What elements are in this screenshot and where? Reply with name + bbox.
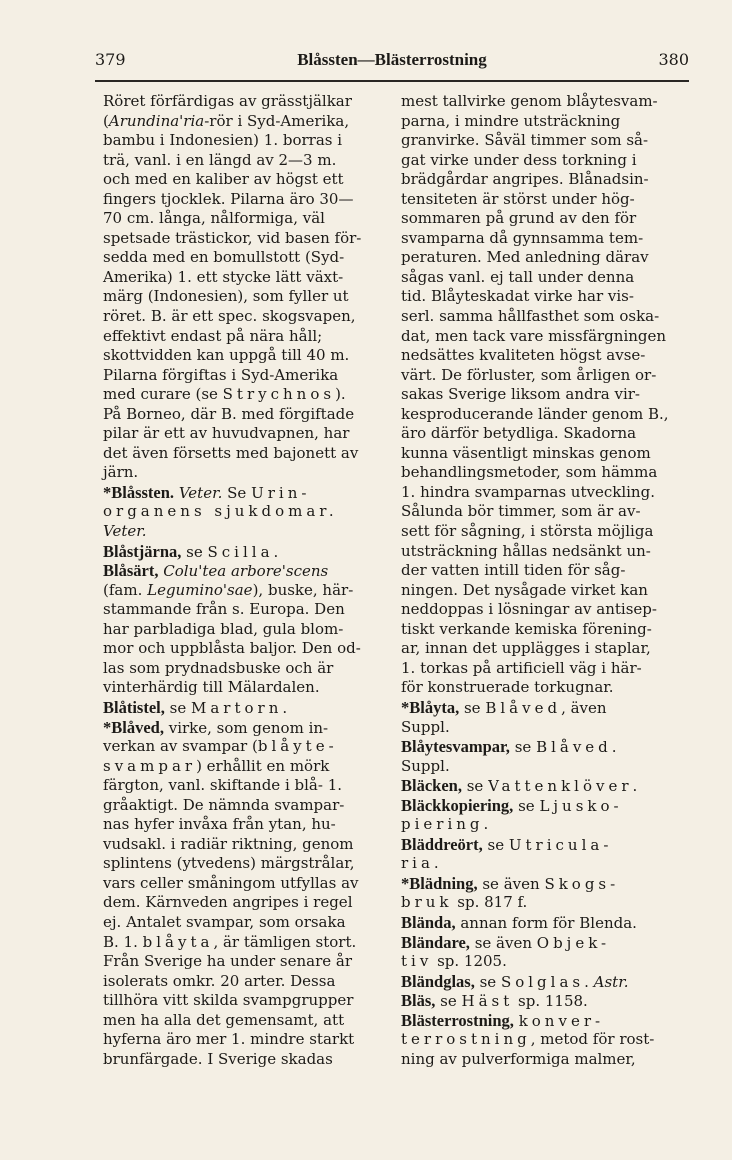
text-line bbox=[103, 385, 386, 405]
text-line bbox=[401, 542, 684, 562]
text-segment: se bbox=[513, 796, 540, 815]
text-segment: sakas Sverige liksom andra vir- bbox=[401, 385, 640, 404]
text-segment: ning av pulverformiga malmer, bbox=[401, 1049, 636, 1068]
text-line bbox=[401, 287, 684, 307]
text-segment: ar, innan det upplägges i staplar, bbox=[401, 639, 651, 658]
text-segment: se bbox=[435, 992, 462, 1011]
text-segment: fingers tjocklek. Pilarna äro 30— bbox=[103, 189, 354, 208]
text-segment: . bbox=[632, 777, 638, 796]
text-line bbox=[103, 952, 386, 972]
text-segment: , metod för rost- bbox=[530, 1030, 655, 1049]
text-segment: brunfärgade. I Sverige skadas bbox=[103, 1049, 333, 1068]
text-line bbox=[401, 718, 684, 738]
text-line bbox=[401, 991, 684, 1011]
text-line bbox=[103, 190, 386, 210]
text-segment: gat virke under dess torkning i bbox=[401, 150, 637, 169]
text-segment: märg (Indonesien), som fyller ut bbox=[103, 287, 349, 306]
text-segment: ), buske, här- bbox=[252, 580, 354, 599]
text-line bbox=[103, 248, 386, 268]
text-segment: Se bbox=[222, 483, 252, 502]
text-line bbox=[401, 561, 684, 581]
text-segment: neddoppas i lösningar av antisep- bbox=[401, 600, 657, 619]
text-segment: tillhöra vitt skilda svampgrupper bbox=[103, 991, 354, 1010]
text-line bbox=[103, 366, 386, 386]
text-segment: har parbladiga blad, gula blom- bbox=[103, 619, 344, 638]
text-line bbox=[401, 1011, 684, 1031]
text-segment: färgton, vanl. skiftande i blå- 1. bbox=[103, 776, 343, 795]
entry-headword: Bläcken, bbox=[401, 776, 462, 796]
text-line bbox=[103, 620, 386, 640]
text-segment: , är tämligen stort. bbox=[213, 932, 357, 951]
text-line bbox=[401, 737, 684, 757]
text-segment: se bbox=[474, 972, 501, 991]
text-segment: se bbox=[461, 777, 489, 796]
text-line bbox=[401, 952, 684, 972]
text-segment: svamparna då gynnsamma tem- bbox=[401, 228, 644, 247]
text-line bbox=[103, 444, 386, 464]
text-segment: 70 cm. långa, nålformiga, väl bbox=[103, 209, 325, 228]
text-segment: nas hyfer invåxa från ytan, hu- bbox=[103, 815, 336, 834]
text-line bbox=[103, 209, 386, 229]
text-segment: Suppl. bbox=[401, 756, 450, 775]
text-line bbox=[401, 92, 684, 112]
text-segment: -rör i Syd-Amerika, bbox=[204, 111, 350, 130]
text-segment: . bbox=[483, 815, 489, 834]
text-line bbox=[103, 287, 386, 307]
text-line bbox=[401, 424, 684, 444]
text-segment: se bbox=[482, 835, 509, 854]
text-line bbox=[103, 229, 386, 249]
text-segment: äro därför betydliga. Skadorna bbox=[401, 424, 637, 443]
text-line bbox=[401, 327, 684, 347]
text-line bbox=[401, 874, 684, 894]
text-segment: Blåved bbox=[485, 698, 562, 717]
text-line bbox=[103, 659, 386, 679]
entry-headword: *Blåved, bbox=[103, 717, 164, 737]
text-segment: Objek- bbox=[536, 933, 611, 952]
text-segment: se bbox=[181, 542, 208, 561]
text-line bbox=[103, 1011, 386, 1031]
text-line bbox=[103, 522, 386, 542]
text-line bbox=[401, 933, 684, 953]
text-segment: kesproducerande länder genom B., bbox=[401, 404, 669, 423]
text-segment: 1. hindra svamparnas utveckling. bbox=[401, 482, 655, 501]
text-segment: Strychnos bbox=[222, 385, 336, 404]
entry-headword: Blåsärt, bbox=[103, 561, 159, 581]
text-segment: behandlingsmetoder, som hämma bbox=[401, 463, 658, 482]
text-line bbox=[401, 913, 684, 933]
text-line bbox=[401, 366, 684, 386]
text-line bbox=[103, 815, 386, 835]
text-segment: Skogs- bbox=[544, 874, 620, 893]
text-line bbox=[401, 757, 684, 777]
text-line bbox=[401, 815, 684, 835]
text-line bbox=[401, 796, 684, 816]
text-segment: . bbox=[433, 854, 439, 873]
text-segment: las som prydnadsbuske och är bbox=[103, 658, 334, 677]
text-line bbox=[103, 972, 386, 992]
text-line bbox=[103, 737, 386, 757]
text-line bbox=[401, 444, 684, 464]
text-segment: se även bbox=[469, 933, 537, 952]
text-line bbox=[103, 581, 386, 601]
text-segment: effektivt endast på nära håll; bbox=[103, 326, 323, 345]
text-segment: trä, vanl. i en längd av 2—3 m. bbox=[103, 150, 337, 169]
entry-headword: Bläckkopiering, bbox=[401, 795, 514, 815]
text-segment: Sålunda bör timmer, som är av- bbox=[401, 502, 641, 521]
text-line bbox=[103, 131, 386, 151]
text-line bbox=[401, 835, 684, 855]
text-segment: . bbox=[584, 972, 594, 991]
text-segment: Veter. bbox=[178, 483, 223, 502]
text-segment: för konstruerade torkugnar. bbox=[401, 678, 614, 697]
text-segment: På Borneo, där B. med förgiftade bbox=[103, 404, 355, 423]
text-line bbox=[103, 1050, 386, 1070]
entry-headword: *Blädning, bbox=[401, 873, 478, 893]
text-segment: Pilarna förgiftas i Syd-Amerika bbox=[103, 365, 339, 384]
text-segment: Astr. bbox=[593, 972, 629, 991]
text-line bbox=[401, 776, 684, 796]
text-segment: Veter. bbox=[103, 522, 147, 541]
text-segment: sett för sågning, i största möjliga bbox=[401, 522, 654, 541]
header-rule bbox=[95, 80, 689, 82]
text-segment: vudsakl. i radiär riktning, genom bbox=[103, 834, 354, 853]
text-segment: utsträckning hållas nedsänkt un- bbox=[401, 541, 651, 560]
text-line bbox=[401, 170, 684, 190]
text-segment: serl. samma hållfasthet som oska- bbox=[401, 307, 660, 326]
text-line bbox=[103, 1030, 386, 1050]
text-segment: mor och uppblåsta baljor. Den od- bbox=[103, 639, 361, 658]
text-segment: röret. B. är ett spec. skogsvapen, bbox=[103, 307, 356, 326]
text-segment: värt. De förluster, som årligen or- bbox=[401, 365, 657, 384]
text-line bbox=[401, 522, 684, 542]
left-column bbox=[103, 92, 386, 1069]
text-line bbox=[103, 502, 386, 522]
entry-headword: Blåytesvampar, bbox=[401, 737, 510, 757]
text-segment: B. 1. bbox=[103, 932, 143, 951]
text-segment: Martorn bbox=[191, 698, 283, 717]
text-line bbox=[401, 248, 684, 268]
text-segment: . bbox=[282, 698, 288, 717]
text-line bbox=[401, 463, 684, 483]
text-line bbox=[401, 346, 684, 366]
text-line bbox=[401, 268, 684, 288]
text-segment: tid. Blåyteskadat virke har vis- bbox=[401, 287, 634, 306]
entry-headword: Blästerrostning, bbox=[401, 1010, 514, 1030]
text-segment: järn. bbox=[103, 463, 139, 482]
text-segment: organens sjukdomar. bbox=[103, 502, 338, 521]
text-line bbox=[401, 112, 684, 132]
entry-headword: Bländglas, bbox=[401, 971, 475, 991]
text-line bbox=[103, 268, 386, 288]
text-segment: Urin- bbox=[251, 483, 311, 502]
text-segment: se bbox=[509, 738, 537, 757]
text-line bbox=[103, 92, 386, 112]
text-segment: ej. Antalet svampar, som orsaka bbox=[103, 912, 346, 931]
text-segment: tiv bbox=[401, 952, 433, 971]
text-segment: se bbox=[164, 698, 191, 717]
text-line bbox=[103, 854, 386, 874]
text-line bbox=[103, 561, 386, 581]
text-line bbox=[103, 463, 386, 483]
text-segment: parna, i mindre utsträckning bbox=[401, 111, 621, 130]
text-line bbox=[103, 776, 386, 796]
text-segment: stammande från s. Europa. Den bbox=[103, 600, 345, 619]
text-segment: Suppl. bbox=[401, 717, 450, 736]
text-segment: Ljusko- bbox=[539, 796, 623, 815]
text-segment: terrostning bbox=[401, 1030, 531, 1049]
text-segment: . bbox=[611, 738, 617, 757]
text-line bbox=[401, 151, 684, 171]
text-line bbox=[103, 933, 386, 953]
text-line bbox=[103, 327, 386, 347]
text-line bbox=[103, 170, 386, 190]
text-line bbox=[103, 913, 386, 933]
text-segment: granvirke. Såväl timmer som så- bbox=[401, 131, 649, 150]
text-segment: verkan av svampar ( bbox=[103, 737, 258, 756]
text-line bbox=[103, 424, 386, 444]
text-line bbox=[401, 639, 684, 659]
text-line bbox=[401, 659, 684, 679]
text-segment: blåyta bbox=[142, 932, 214, 951]
text-line bbox=[103, 346, 386, 366]
text-segment: Legumino'sae bbox=[147, 580, 253, 599]
text-segment: Scilla bbox=[207, 542, 274, 561]
text-line bbox=[103, 835, 386, 855]
text-segment: Häst bbox=[461, 992, 514, 1011]
text-line bbox=[103, 112, 386, 132]
text-segment: Solglas bbox=[500, 972, 585, 991]
text-segment: dem. Kärnveden angripes i regel bbox=[103, 893, 353, 912]
text-line bbox=[401, 893, 684, 913]
text-segment: konver- bbox=[518, 1011, 605, 1030]
text-segment: isolerats omkr. 20 arter. Dessa bbox=[103, 971, 336, 990]
text-segment: tiskt verkande kemiska förening- bbox=[401, 619, 652, 638]
text-segment: , även bbox=[561, 698, 607, 717]
text-line bbox=[103, 542, 386, 562]
text-line bbox=[401, 385, 684, 405]
text-segment: nedsättes kvaliteten högst avse- bbox=[401, 346, 646, 365]
text-line bbox=[103, 757, 386, 777]
text-line bbox=[103, 405, 386, 425]
entry-headword: Blåstjärna, bbox=[103, 541, 182, 561]
text-segment: Röret förfärdigas av grässtjälkar bbox=[103, 92, 352, 110]
text-line bbox=[103, 639, 386, 659]
text-segment: vinterhärdig till Mälardalen. bbox=[103, 678, 320, 697]
text-line bbox=[401, 307, 684, 327]
text-segment: svampar bbox=[103, 756, 197, 775]
text-segment: dat, men tack vare missfärgningen bbox=[401, 326, 667, 345]
text-segment: Vattenklöver bbox=[488, 777, 633, 796]
entry-headword: *Blåyta, bbox=[401, 697, 460, 717]
text-segment: sp. 817 f. bbox=[452, 893, 528, 912]
text-line bbox=[103, 893, 386, 913]
text-segment: ). bbox=[335, 385, 346, 404]
text-segment: Amerika) 1. ett stycke lätt växt- bbox=[103, 267, 344, 286]
text-segment: kunna väsentligt minskas genom bbox=[401, 443, 651, 462]
text-segment: men ha alla det gemensamt, att bbox=[103, 1010, 345, 1029]
text-line bbox=[103, 678, 386, 698]
entry-headword: Blåtistel, bbox=[103, 697, 165, 717]
text-line bbox=[103, 151, 386, 171]
entry-headword: Bläs, bbox=[401, 991, 436, 1011]
text-segment: ningen. Det nysågade virket kan bbox=[401, 580, 648, 599]
text-line bbox=[103, 796, 386, 816]
text-line bbox=[401, 620, 684, 640]
text-segment: med curare (se bbox=[103, 385, 223, 404]
text-segment: spetsade trästickor, vid basen för- bbox=[103, 228, 362, 247]
text-line bbox=[401, 600, 684, 620]
text-line bbox=[401, 209, 684, 229]
text-segment: se bbox=[459, 698, 486, 717]
text-line bbox=[103, 483, 386, 503]
text-segment: Arundina'ria bbox=[108, 111, 205, 130]
text-segment: Colu'tea arbore'scens bbox=[163, 562, 329, 581]
text-line bbox=[103, 698, 386, 718]
text-segment: ( bbox=[103, 111, 109, 130]
entry-headword: Bländare, bbox=[401, 932, 470, 952]
text-segment: blåyte- bbox=[257, 737, 338, 756]
running-title: Blåssten—Blästerrostning bbox=[297, 50, 487, 69]
entry-headword: Bläddreört, bbox=[401, 834, 483, 854]
text-line bbox=[401, 190, 684, 210]
text-segment: der vatten intill tiden för såg- bbox=[401, 561, 626, 580]
running-header bbox=[95, 50, 689, 80]
text-segment: hyferna äro mer 1. mindre starkt bbox=[103, 1030, 355, 1049]
entry-headword: *Blåssten. bbox=[103, 482, 175, 502]
text-segment: 1. torkas på artificiell väg i här- bbox=[401, 658, 642, 677]
text-line bbox=[401, 405, 684, 425]
text-segment: sågas vanl. ej tall under denna bbox=[401, 267, 635, 286]
text-segment: brädgårdar angripes. Blånadsin- bbox=[401, 170, 649, 189]
text-segment: gråaktigt. De nämnda svampar- bbox=[103, 795, 345, 814]
text-segment: ) erhållit en mörk bbox=[196, 756, 330, 775]
text-line bbox=[401, 581, 684, 601]
text-line bbox=[401, 483, 684, 503]
entry-headword: Blända, bbox=[401, 912, 456, 932]
text-line bbox=[401, 854, 684, 874]
text-segment: . bbox=[273, 542, 279, 561]
text-segment: piering bbox=[401, 815, 484, 834]
text-line bbox=[401, 502, 684, 522]
text-line bbox=[401, 229, 684, 249]
text-segment: skottvidden kan uppgå till 40 m. bbox=[103, 346, 350, 365]
text-line bbox=[401, 131, 684, 151]
text-segment: vars celler småningom utfyllas av bbox=[103, 873, 359, 892]
text-line bbox=[401, 678, 684, 698]
text-segment: bruk bbox=[401, 893, 453, 912]
text-line bbox=[103, 718, 386, 738]
text-segment: sp. 1158. bbox=[513, 992, 588, 1011]
text-line bbox=[103, 307, 386, 327]
text-line bbox=[401, 1050, 684, 1070]
page-number-right: 380 bbox=[658, 50, 689, 69]
text-segment: splintens (ytvedens) märgstrålar, bbox=[103, 854, 355, 873]
text-segment: mest tallvirke genom blåytesvam- bbox=[401, 92, 658, 110]
text-segment: bambu i Indonesien) 1. borras i bbox=[103, 131, 343, 150]
text-segment: sedda med en bomullstott (Syd- bbox=[103, 248, 345, 267]
text-segment: peraturen. Med anledning därav bbox=[401, 248, 649, 267]
text-segment: tensiteten är störst under hög- bbox=[401, 189, 635, 208]
text-line bbox=[103, 600, 386, 620]
text-segment: Blåved bbox=[536, 738, 612, 757]
text-segment: Utricula- bbox=[508, 835, 613, 854]
text-segment: det även försetts med bajonett av bbox=[103, 443, 359, 462]
text-segment: annan form för Blenda. bbox=[455, 913, 637, 932]
text-segment: (fam. bbox=[103, 580, 148, 599]
text-segment: Från Sverige ha under senare år bbox=[103, 952, 353, 971]
text-segment: och med en kaliber av högst ett bbox=[103, 170, 344, 189]
text-segment: ria bbox=[401, 854, 434, 873]
text-line bbox=[103, 991, 386, 1011]
text-segment: virke, som genom in- bbox=[163, 718, 329, 737]
text-line bbox=[401, 698, 684, 718]
text-segment: sp. 1205. bbox=[432, 952, 507, 971]
text-line bbox=[401, 1030, 684, 1050]
text-line bbox=[103, 874, 386, 894]
text-segment: se även bbox=[477, 874, 545, 893]
text-line bbox=[401, 972, 684, 992]
right-column bbox=[401, 92, 684, 1069]
text-segment: pilar är ett av huvudvapnen, har bbox=[103, 424, 350, 443]
page-number-left: 379 bbox=[95, 50, 126, 69]
text-segment: sommaren på grund av den för bbox=[401, 209, 637, 228]
